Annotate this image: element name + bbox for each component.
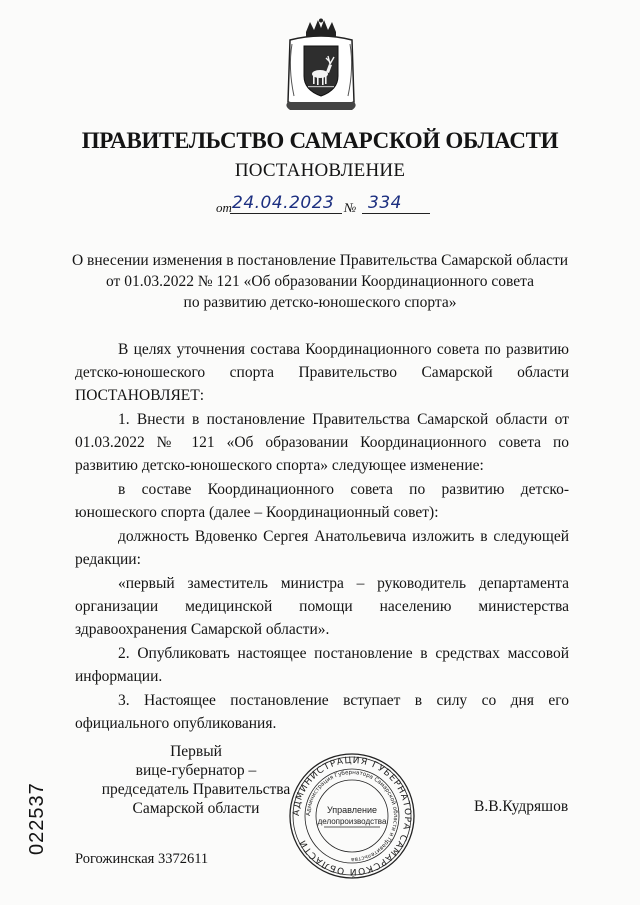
serial-number: 022537 xyxy=(26,782,48,855)
official-stamp xyxy=(288,752,416,880)
coat-of-arms-emblem xyxy=(282,18,360,112)
signer-position-line: Первый xyxy=(170,743,222,760)
paragraph-item-3: 3. Настоящее постановление вступает в силу со дня его официального опубликования. xyxy=(75,692,569,732)
signer-position-line: вице-губернатор – xyxy=(135,762,257,779)
intro-line: ПОСТАНОВЛЯЕТ: xyxy=(75,387,205,404)
handwritten-number: 334 xyxy=(368,193,402,213)
paragraph-new-wording: «первый заместитель министра – руководитель департамента организации медицинской помощи населению министерства здравоохранения Самарской области». xyxy=(75,575,569,638)
number-label: № xyxy=(344,200,357,215)
handwritten-date: 24.04.2023 xyxy=(232,193,335,213)
signer-position xyxy=(96,742,296,818)
stamp-inner-ring-text: Администрация Губернатора Самарской области и Правительства xyxy=(305,769,399,863)
document-body xyxy=(75,338,569,736)
date-number-line xyxy=(216,193,431,215)
signer-position-line: Самарской области xyxy=(132,800,260,817)
subject-line: О внесении изменения в постановление Правительства Самарской области xyxy=(71,252,569,269)
signer-position-line: председатель Правительства xyxy=(101,781,291,798)
document-subject xyxy=(60,250,580,313)
stamp-center-line: Управление xyxy=(326,805,378,815)
intro-line: детско-юношеского спорта Правительство Самарской области xyxy=(75,364,569,381)
government-title: ПРАВИТЕЛЬСТВО САМАРСКОЙ ОБЛАСТИ xyxy=(81,128,559,153)
intro-line: В целях уточнения состава Координационного совета по развитию xyxy=(118,341,569,358)
subject-line: от 01.03.2022 № 121 «Об образовании Координационного совета xyxy=(106,273,534,290)
paragraph-composition: в составе Координационного совета по развитию детско-юношеского спорта (далее – Координационный совет): xyxy=(75,481,569,521)
executor-note: Рогожинская 3372611 xyxy=(75,851,209,867)
subject-line: по развитию детско-юношеского спорта» xyxy=(183,294,457,311)
stamp-center-line: делопроизводства xyxy=(317,817,387,826)
paragraph-item-2: 2. Опубликовать настоящее постановление в средствах массовой информации. xyxy=(75,645,569,685)
paragraph-item-1: 1. Внести в постановление Правительства Самарской области от 01.03.2022 № 121 «Об образовании Координационного совета по развитию детско-юношеского спорта» следующее изменение: xyxy=(75,411,569,474)
paragraph-position: должность Вдовенко Сергея Анатольевича изложить в следующей редакции: xyxy=(75,528,569,568)
svg-text:Администрация Губернатора Сама xyxy=(306,770,398,862)
document-type: ПОСТАНОВЛЕНИЕ xyxy=(234,160,406,181)
date-from-label: от xyxy=(216,200,232,215)
stamp-ring-text: АДМИНИСТРАЦИЯ ГУБЕРНАТОРА САМАРСКОЙ ОБЛАСТИ xyxy=(291,755,413,877)
signer-name: В.В.Кудряшов xyxy=(474,798,569,815)
